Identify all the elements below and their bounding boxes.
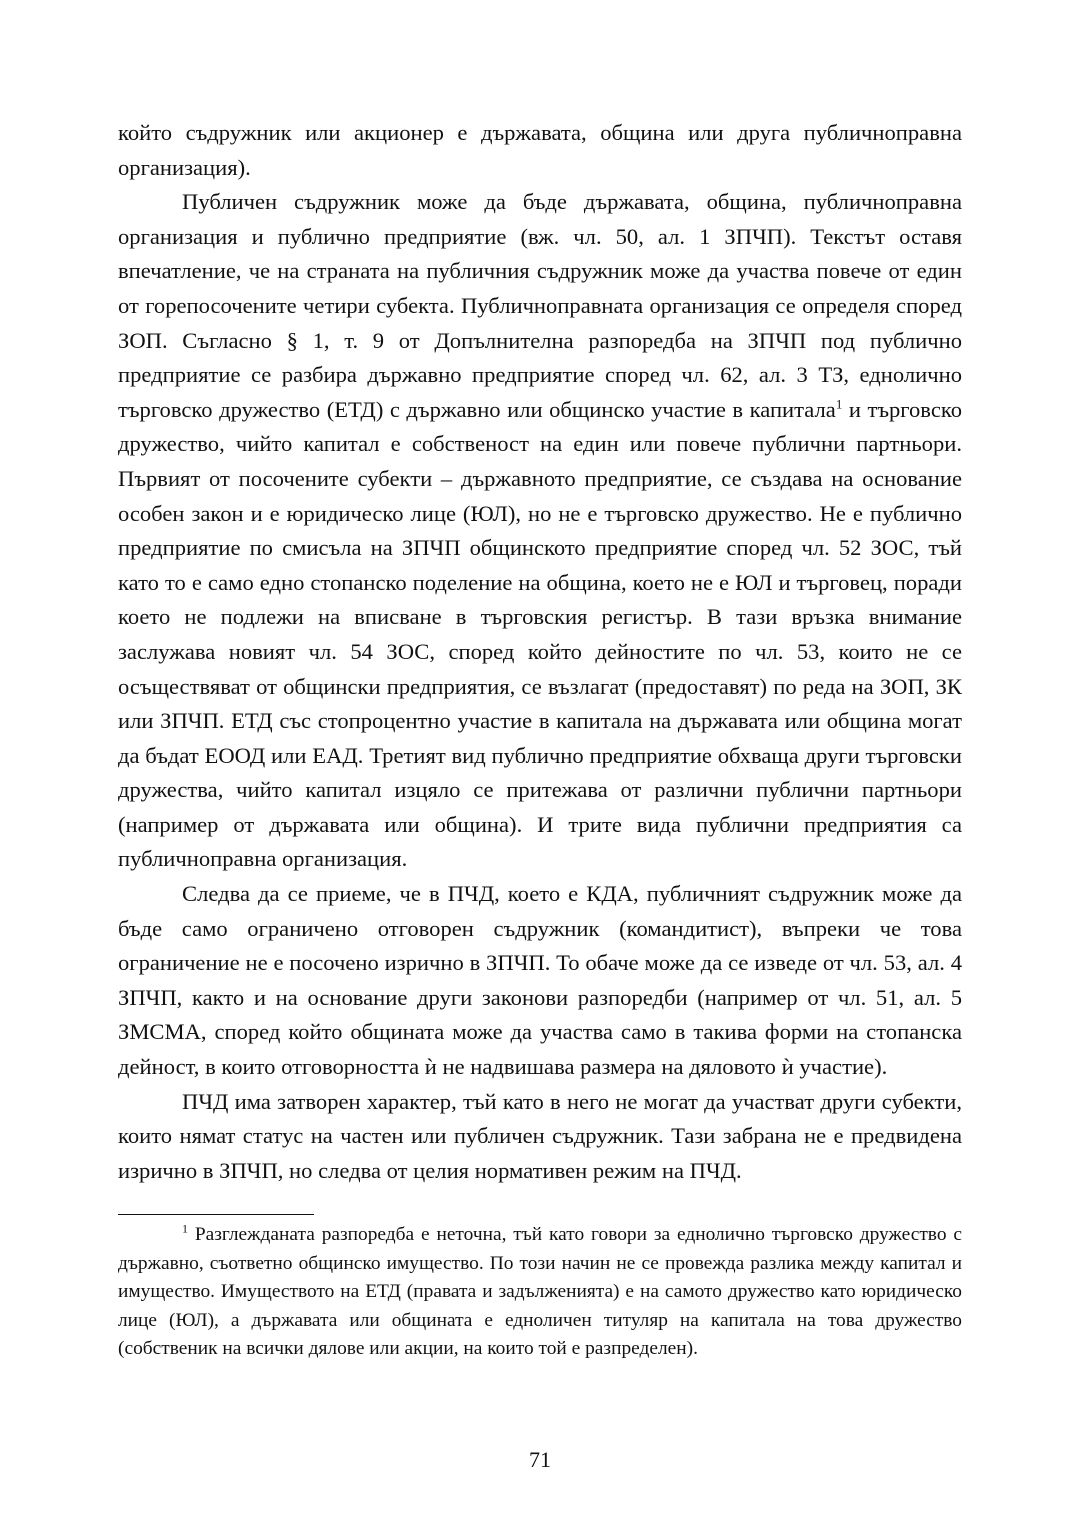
paragraph-continuation: който съдружник или акционер е държавата, община или друга публичноправна организация). bbox=[118, 120, 962, 180]
footnote-reference[interactable]: 1 bbox=[835, 396, 843, 412]
paragraph-text-part: и търговско дружество, чийто капитал е собственост на един или повече публични партньори. Първият от посочените субекти – държавното предприятие, се създава на основание особен закон и е юридическо лице (ЮЛ), но не е търговско дружество. Не е публично предприятие по смисъла на ЗПЧП общинското предприятие според чл. 52 ЗОС, тъй като то е само едно стопанско поделение на община, което не е ЮЛ и търговец, поради което не подлежи на вписване в търговския регистър. В тази връзка внимание заслужава новият чл. 54 ЗОС, според който дейностите по чл. 53, които не се осъществяват от общински предприятия, се възлагат (предоставят) по реда на ЗОП, ЗК или ЗПЧП. ЕТД със стопроцентно участие в капитала на държавата или община могат да бъдат ЕООД или ЕАД. Третият вид публично предприятие обхваща други търговски дружества, чийто капитал изцяло се притежава от различни публични партньори (например от държавата или община). И трите вида публични предприятия са публичноправна организация. bbox=[118, 396, 962, 872]
footnote bbox=[118, 1221, 962, 1363]
document-page bbox=[118, 116, 962, 1363]
paragraph-public-partner bbox=[118, 185, 962, 877]
footnote-divider bbox=[118, 1214, 314, 1215]
paragraph-closed-character: ПЧД има затворен характер, тъй като в него не могат да участват други субекти, които нямат статус на частен или публичен съдружник. Тази забрана не е предвидена изрично в ЗПЧП, но следва от целия нормативен режим на ПЧД. bbox=[118, 1088, 962, 1183]
page-number: 71 bbox=[529, 1447, 551, 1472]
footnote-text: Разглежданата разпоредба е неточна, тъй като говори за еднолично търговско дружество с държавно, съответно общинско имущество. По този начин не се провежда разлика между капитал и имущество. Имуществото на ЕТД (правата и задълженията) е на самото дружество като юридическо лице (ЮЛ), а държавата или общината е едноличен титуляр на капитала на това дружество (собственик на всички дялове или акции, на които той е разпределен). bbox=[118, 1224, 962, 1360]
paragraph-limited-partner: Следва да се приеме, че в ПЧД, което е КДА, публичният съдружник може да бъде само ограничено отговорен съдружник (командитист), въпреки че това ограничение не е посочено изрично в ЗПЧП. То обаче може да се изведе от чл. 53, ал. 4 ЗПЧП, както и на основание други законови разпоредби (например от чл. 51, ал. 5 ЗМСМА, според който общината може да участва само в такива форми на стопанска дейност, в които отговорността ѝ не надвишава размера на дяловото ѝ участие). bbox=[118, 881, 962, 1080]
footnote-marker: 1 bbox=[182, 1221, 188, 1236]
paragraph-text-part: Публичен съдружник може да бъде държавата, община, публичноправна организация и публично предприятие (вж. чл. 50, ал. 1 ЗПЧП). Текстът оставя впечатление, че на страната на публичния съдружник може да участва повече от един от горепосочените четири субекта. Публичноправната организация се определя според ЗОП. Съгласно § 1, т. 9 от Допълнителна разпоредба на ЗПЧП под публично предприятие се разбира държавно предприятие според чл. 62, ал. 3 ТЗ, еднолично търговско дружество (ЕТД) с държавно или общинско участие в капитала bbox=[118, 189, 962, 422]
